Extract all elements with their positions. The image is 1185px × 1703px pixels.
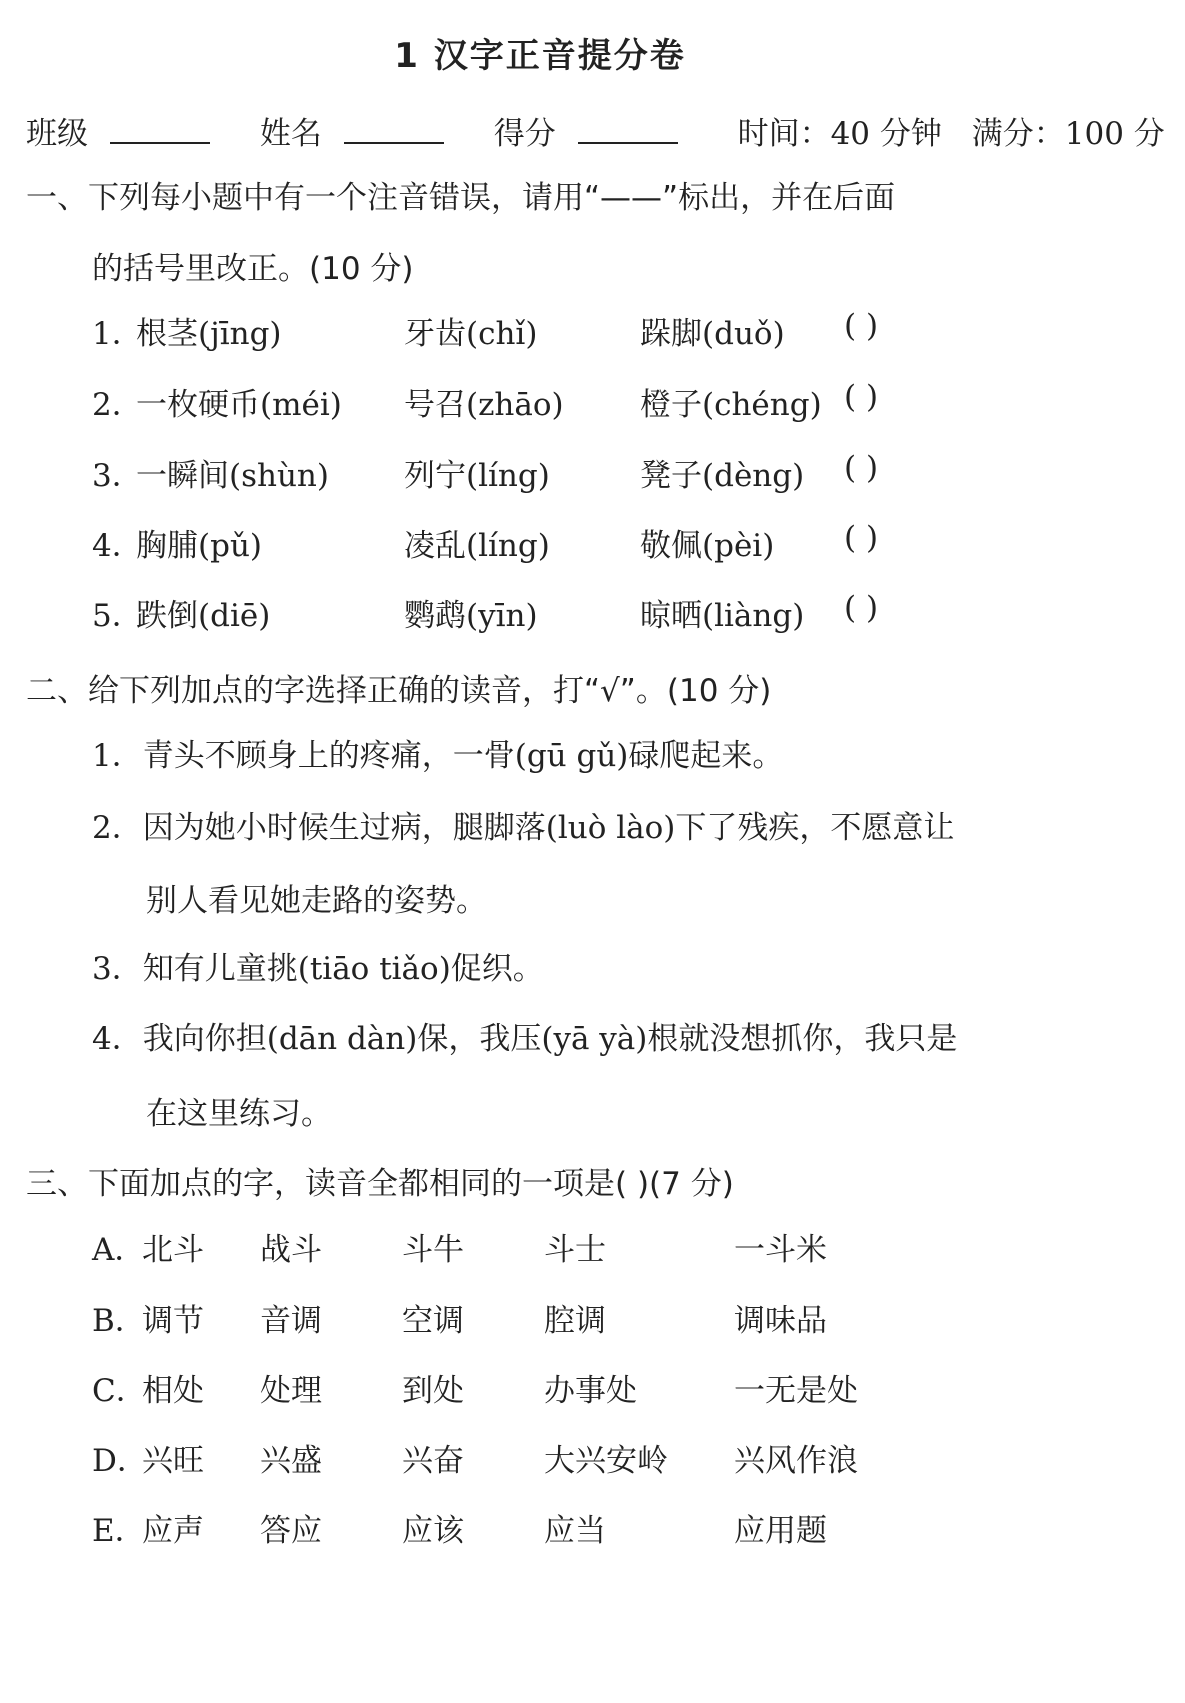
- word-b: 牙齿(chǐ): [404, 316, 538, 352]
- word-a: 一枚硬币(méi): [136, 387, 342, 423]
- option-word: 应该: [402, 1513, 464, 1549]
- option-word: 大兴安岭: [544, 1443, 668, 1479]
- time-limit: 时间：40 分钟: [737, 116, 942, 152]
- option-label: D．: [92, 1443, 148, 1479]
- option-word: 兴奋: [402, 1443, 464, 1479]
- score-label: 得分: [493, 116, 556, 152]
- item-number: 3．: [92, 458, 143, 494]
- option-label: A．: [92, 1232, 146, 1268]
- option-word: 调节: [142, 1303, 204, 1339]
- section2-question-2: 2．因为她小时候生过病，腿脚落(luò lào)下了残疾，不愿意让: [92, 810, 955, 846]
- word-b: 鹦鹉(yīn): [404, 598, 538, 634]
- answer-paren: ( ): [844, 308, 879, 344]
- name-label: 姓名: [259, 116, 322, 152]
- section3-heading: 三、下面加点的字，读音全都相同的一项是( )(7 分): [26, 1166, 734, 1202]
- word-a: 一瞬间(shùn): [136, 458, 329, 494]
- option-word: 到处: [402, 1373, 464, 1409]
- word-c: 晾晒(liàng): [640, 598, 805, 634]
- option-word: 空调: [402, 1303, 464, 1339]
- score-blank: [578, 116, 678, 144]
- page-title: 1 汉字正音提分卷: [394, 36, 686, 76]
- student-info-line: [26, 108, 1185, 153]
- word-c: 凳子(dèng): [640, 458, 805, 494]
- option-word: 相处: [142, 1373, 204, 1409]
- name-field: [260, 116, 464, 152]
- section2-question-2-cont: 别人看见她走路的姿势。: [146, 883, 487, 919]
- section1-heading: 一、下列每小题中有一个注音错误，请用“——”标出，并在后面: [26, 180, 896, 216]
- item-number: 2．: [92, 387, 143, 423]
- answer-paren: ( ): [844, 450, 879, 486]
- option-word: 腔调: [544, 1303, 606, 1339]
- section2-heading: 二、给下列加点的字选择正确的读音，打“√”。(10 分): [26, 673, 772, 709]
- score-field: [494, 116, 698, 152]
- option-word: 处理: [260, 1373, 322, 1409]
- section2-question-4: 4．我向你担(dān dàn)保，我压(yā yà)根就没想抓你，我只是: [92, 1021, 958, 1057]
- option-label: E．: [92, 1513, 146, 1549]
- word-c: 橙子(chéng): [640, 387, 822, 423]
- answer-paren: ( ): [844, 520, 879, 556]
- option-word: 应当: [544, 1513, 606, 1549]
- option-word: 应声: [142, 1513, 204, 1549]
- option-word: 音调: [260, 1303, 322, 1339]
- section2-question-1: 1．青头不顾身上的疼痛，一骨(gū gǔ)碌爬起来。: [92, 738, 784, 774]
- option-word: 北斗: [142, 1232, 204, 1268]
- word-b: 凌乱(líng): [404, 528, 550, 564]
- option-word: 斗牛: [402, 1232, 464, 1268]
- option-word: 兴风作浪: [734, 1443, 858, 1479]
- word-a: 胸脯(pǔ): [136, 528, 262, 564]
- word-b: 号召(zhāo): [404, 387, 564, 423]
- item-number: 4．: [92, 528, 143, 564]
- word-c: 跺脚(duǒ): [640, 316, 785, 352]
- class-label: 班级: [26, 116, 88, 152]
- option-word: 办事处: [544, 1373, 637, 1409]
- option-word: 一斗米: [734, 1232, 827, 1268]
- word-a: 跌倒(diē): [136, 598, 271, 634]
- word-b: 列宁(líng): [404, 458, 550, 494]
- section2-question-4-cont: 在这里练习。: [146, 1096, 332, 1132]
- item-number: 5．: [92, 598, 143, 634]
- option-word: 应用题: [734, 1513, 827, 1549]
- name-blank: [344, 116, 444, 144]
- answer-paren: ( ): [844, 379, 879, 415]
- option-word: 战斗: [260, 1232, 322, 1268]
- answer-paren: ( ): [844, 590, 879, 626]
- option-word: 调味品: [734, 1303, 827, 1339]
- item-number: 1．: [92, 316, 143, 352]
- word-c: 敬佩(pèi): [640, 528, 775, 564]
- option-word: 答应: [260, 1513, 322, 1549]
- option-word: 兴盛: [260, 1443, 322, 1479]
- word-a: 根茎(jīng): [136, 316, 282, 352]
- full-score: 满分：100 分: [971, 116, 1165, 152]
- option-label: B．: [92, 1303, 146, 1339]
- section1-heading-cont: 的括号里改正。(10 分): [92, 251, 414, 287]
- class-blank: [110, 116, 210, 144]
- option-word: 兴旺: [142, 1443, 204, 1479]
- option-word: 一无是处: [734, 1373, 858, 1409]
- class-field: [26, 116, 230, 152]
- option-word: 斗士: [544, 1232, 606, 1268]
- section2-question-3: 3．知有儿童挑(tiāo tiǎo)促织。: [92, 951, 544, 987]
- option-label: C．: [92, 1373, 147, 1409]
